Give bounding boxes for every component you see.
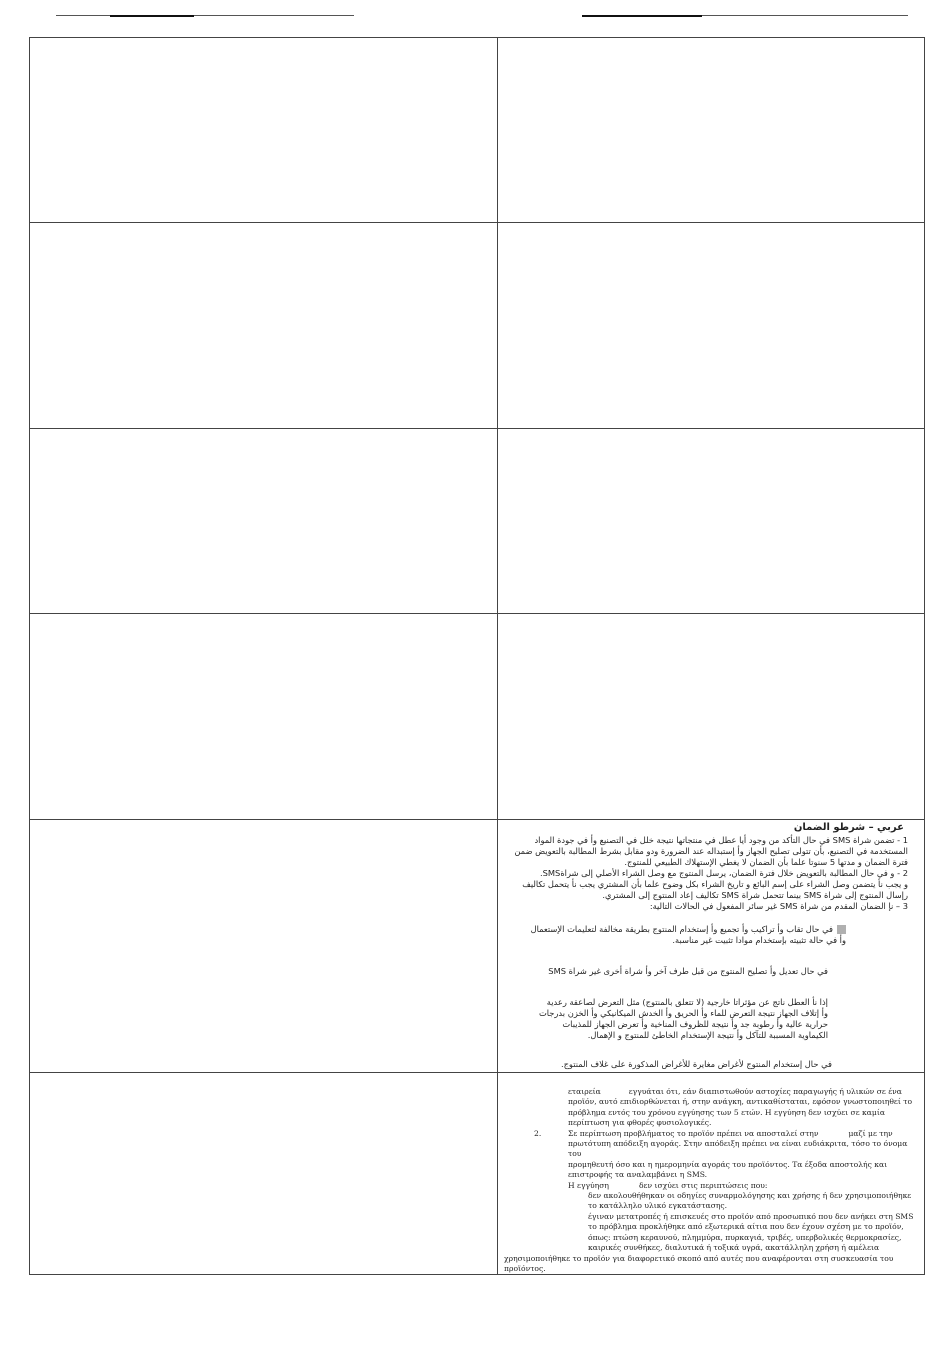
greek-line-3: πρόβλημα εντός του χρόνου εγγύησης των 5 ετών. Η εγγύηση δεν ισχύει σε καμία <box>568 1107 885 1117</box>
cell-arabic-warranty <box>498 820 925 1073</box>
greek-line-12: έγιναν μετατροπές ή επισκευές στο προϊόν από προσωπικό που δεν ανήκει στη SMS <box>588 1211 914 1221</box>
cell-r1-right <box>498 38 925 223</box>
arabic-warranty-title: عربي – شرطو الضمان <box>793 822 904 833</box>
cell-r4-right <box>498 614 925 820</box>
cell-r2-left <box>30 223 498 429</box>
arabic-case-2: في حال تعديل وأ تصليح المنتوج من قبل طرف آخر وأ شراة أخرى غير شراة SMS <box>548 966 828 976</box>
greek-line-4: περίπτωση για φθορές φυσιολογικές. <box>568 1118 712 1128</box>
arabic-warranty-text <box>498 820 924 1070</box>
greek-line-13: το πρόβλημα προκλήθηκε από εξωτερικά αίτια που δεν έχουν σχέση με το προϊόν, <box>588 1222 904 1232</box>
greek-line-7: προμηθευτή όσο και η ημερομηνία αγοράς του προϊόντος. Τα έξοδα αποστολής και <box>568 1159 888 1169</box>
cell-r1-left <box>30 38 498 223</box>
greek-line-8: επιστροφής τα αναλαμβάνει η SMS. <box>568 1170 708 1180</box>
cell-r6-left <box>30 1073 498 1275</box>
greek-line-2: προϊόν, αυτό επιδιορθώνεται ή, στην ανάγκη, αντικαθίσταται, εφόσον γνωστοποιηθεί το <box>568 1097 913 1107</box>
cell-r3-left <box>30 429 498 614</box>
cell-r4-left <box>30 614 498 820</box>
arabic-paragraph-3: و يجب نأ يتضمن وصل الشراء على إسم البائع و تاريخ الشراء بكل وضوح علما بأن المشتري يجب نأ يتحمل تكاليف رإسال المنتوج إلى شراة SMS بينما تتحمل شراة SMS تكاليف إعاد المنتوج إلى المشتري. <box>522 879 908 900</box>
greek-line-14: όπως: πτώση κεραυνού, πλημμύρα, πυρκαγιά, τριβές, υπερβολικές θερμοκρασίες, <box>588 1232 902 1242</box>
greek-line-9: Η εγγύηση δεν ισχύει στις περιπτώσεις που: <box>568 1180 768 1190</box>
arabic-case-3: إذا نأ العطل ناتج عن مؤثراتا خارجية (لا تتعلق بالمنتوج) مثل التعرض لصاعقة رعدية وأ إتلاف الجهاز نتيجة التعرض للماء وأ الحريق وأ الخدش الميكانيكي وأ الخزن بدرجات حرارية عالية وأ رطوبة جد وأ نتيجة للظروف المناخية وأ تعرض الجهاز للمذيبات الكيماوية المسببة للتآكل وأ نتيجة الإستخدام الخاطئ للمنتوج و الإهمال. <box>538 997 828 1040</box>
greek-line-6: πρωτότυπη απόδειξη αγοράς. Στην απόδειξη πρέπει να είναι ευδιάκριτα, τόσο το όνομα του <box>568 1139 908 1159</box>
header-rule-left <box>56 15 354 16</box>
cell-r5-left <box>30 820 498 1073</box>
cell-greek-warranty <box>498 1073 925 1275</box>
arabic-paragraph-4: 3 – نإ الضمان المقدم من شراة SMS غير سائر المفعول في الحالات التالية: <box>649 901 908 911</box>
greek-line-16: χρησιμοποιήθηκε το προϊόν για διαφορετικό σκοπό από αυτές που αναφέρονται στη συσκευασία του <box>504 1253 894 1263</box>
greek-line-17: προϊόντος. <box>504 1263 546 1273</box>
arabic-case-4: في حال إستخدام المنتوج لأغراض مغايرة للأغراض المذكورة على غلاف المنتوج. <box>560 1059 832 1069</box>
cell-r2-right <box>498 223 925 429</box>
arabic-paragraph-1: 1 - تضمن شراة SMS في حال التأكد من وجود أيا عطل في منتجاتها نتيجة خلل في التصنيع وأ في جودة المواد المستخدمة في التصنيع، بأن تتولى تصليح الجهاز وأ إستبداله عند الضرورة ودو مقابل بشرط المطالبة بالتعويض ضمن فترة الضمان و مدتها 5 سنوتا علما بأن الضمان لا يغطي الإستهلاك الطبيعي للمنتوج. <box>514 835 908 867</box>
arabic-case-1: في حال تقاب وأ تراكيب وأ تجميع وأ إستخدام المنتوج بطريقة مخالفة لتعليمات الإستعمال وأ في حالة تثبيته بإستخدام موادا تثبيت غير مناسبة. <box>530 924 846 945</box>
cell-r3-right <box>498 429 925 614</box>
greek-line-15: καιρικές συνθήκες, διαλυτικά ή τοξικά υγρά, ακατάλληλη χρήση ή αμέλεια <box>588 1243 880 1253</box>
greek-item-2: 2. Σε περίπτωση προβλήματος το προϊόν πρέπει να αποσταλεί στην μαζί με την <box>534 1128 893 1138</box>
greek-line-1: εταιρεία εγγυάται ότι, εάν διαπιστωθούν αστοχίες παραγωγής ή υλικών σε ένα <box>568 1087 902 1096</box>
greek-line-11: το κατάλληλο υλικό εγκατάστασης. <box>588 1201 728 1211</box>
header-rule-right <box>582 15 908 16</box>
arabic-paragraph-2: 2 - و في حال المطالبة بالتعويض خلال فترة الضمان، يرسل المنتوج مع وصل الشراء الأصلي إلى شراةSMS. <box>539 868 908 878</box>
bullet-square-icon <box>837 925 846 934</box>
warranty-grid <box>29 37 925 1275</box>
greek-line-10: δεν ακολουθήθηκαν οι οδηγίες συναρμολόγησης και χρήσης ή δεν χρησιμοποιήθηκε <box>588 1191 912 1201</box>
greek-warranty-text <box>498 1073 924 1274</box>
